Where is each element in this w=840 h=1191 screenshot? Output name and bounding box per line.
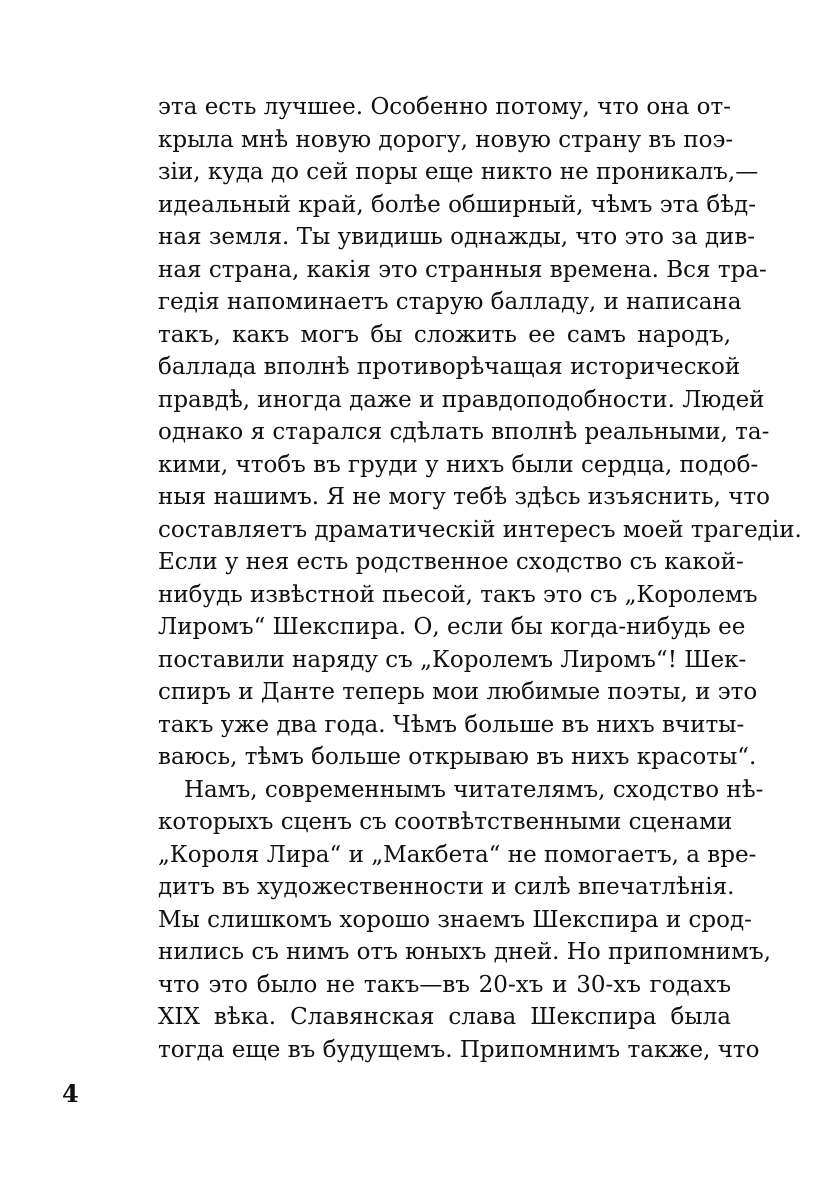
- text-line: крыла мнѣ новую дорогу, новую страну въ поэ-: [158, 126, 734, 153]
- text-line: баллада вполнѣ противорѣчащая исторической: [158, 354, 741, 380]
- text-line: ная земля. Ты увидишь однажды, что это за див-: [158, 224, 756, 250]
- text-line: однако я старался сдѣлать вполнѣ реальными, та-: [158, 419, 770, 445]
- text-line: ваюсь, тѣмъ больше открываю въ нихъ красоты“.: [158, 744, 757, 770]
- text-line: тогда еще въ будущемъ. Припомнимъ также, что: [158, 1036, 760, 1063]
- text-line: что это было не такъ—въ 20-хъ и 30-хъ годахъ: [158, 971, 731, 998]
- text-line: кими, чтобъ въ груди у нихъ были сердца, подоб-: [158, 451, 759, 478]
- page-number: 4: [62, 1079, 79, 1108]
- text-line: ныя нашимъ. Я не могу тебѣ здѣсь изъяснить, что: [158, 484, 770, 510]
- text-line: зіи, куда до сей поры еще никто не проникалъ,—: [158, 159, 759, 185]
- text-line: гедія напоминаетъ старую балладу, и написана: [158, 289, 742, 315]
- text-line: идеальный край, болѣе обширный, чѣмъ эта бѣд-: [158, 191, 756, 218]
- text-line: Если у нея есть родственное сходство съ какой-: [158, 549, 744, 575]
- text-line: XIX вѣка. Славянская слава Шекспира была: [158, 1004, 731, 1030]
- text-line: такъ уже два года. Чѣмъ больше въ нихъ вчиты-: [158, 711, 745, 738]
- text-line: поставили наряду съ „Королемъ Лиромъ“! Шек-: [158, 646, 747, 673]
- text-line: ная страна, какія это странныя времена. Вся тра-: [158, 256, 767, 283]
- text-line: дитъ въ художественности и силѣ впечатлѣнія.: [158, 874, 735, 900]
- text-line: которыхъ сценъ съ соотвѣтственными сценами: [158, 809, 733, 835]
- text-line: составляетъ драматическій интересъ моей трагедіи.: [158, 516, 802, 543]
- text-line: Лиромъ“ Шекспира. О, если бы когда-нибудь ее: [158, 614, 746, 640]
- text-line: нибудь извѣстной пьесой, такъ это съ „Королемъ: [158, 581, 758, 608]
- text-line: „Короля Лира“ и „Макбета“ не помогаетъ, а вре-: [158, 841, 757, 868]
- paragraph-start-line: Намъ, современнымъ читателямъ, сходство нѣ-: [184, 776, 764, 803]
- text-line: спиръ и Данте теперь мои любимые поэты, и это: [158, 679, 758, 705]
- text-line: такъ, какъ могъ бы сложить ее самъ народъ,: [158, 321, 731, 348]
- text-line: правдѣ, иногда даже и правдоподобности. Людей: [158, 386, 765, 413]
- text-line: нились съ нимъ отъ юныхъ дней. Но припомнимъ,: [158, 939, 771, 965]
- text-line: эта есть лучшее. Особенно потому, что она от-: [158, 94, 731, 120]
- body-text: [158, 91, 802, 1066]
- text-line: Мы слишкомъ хорошо знаемъ Шекспира и срод-: [158, 906, 752, 933]
